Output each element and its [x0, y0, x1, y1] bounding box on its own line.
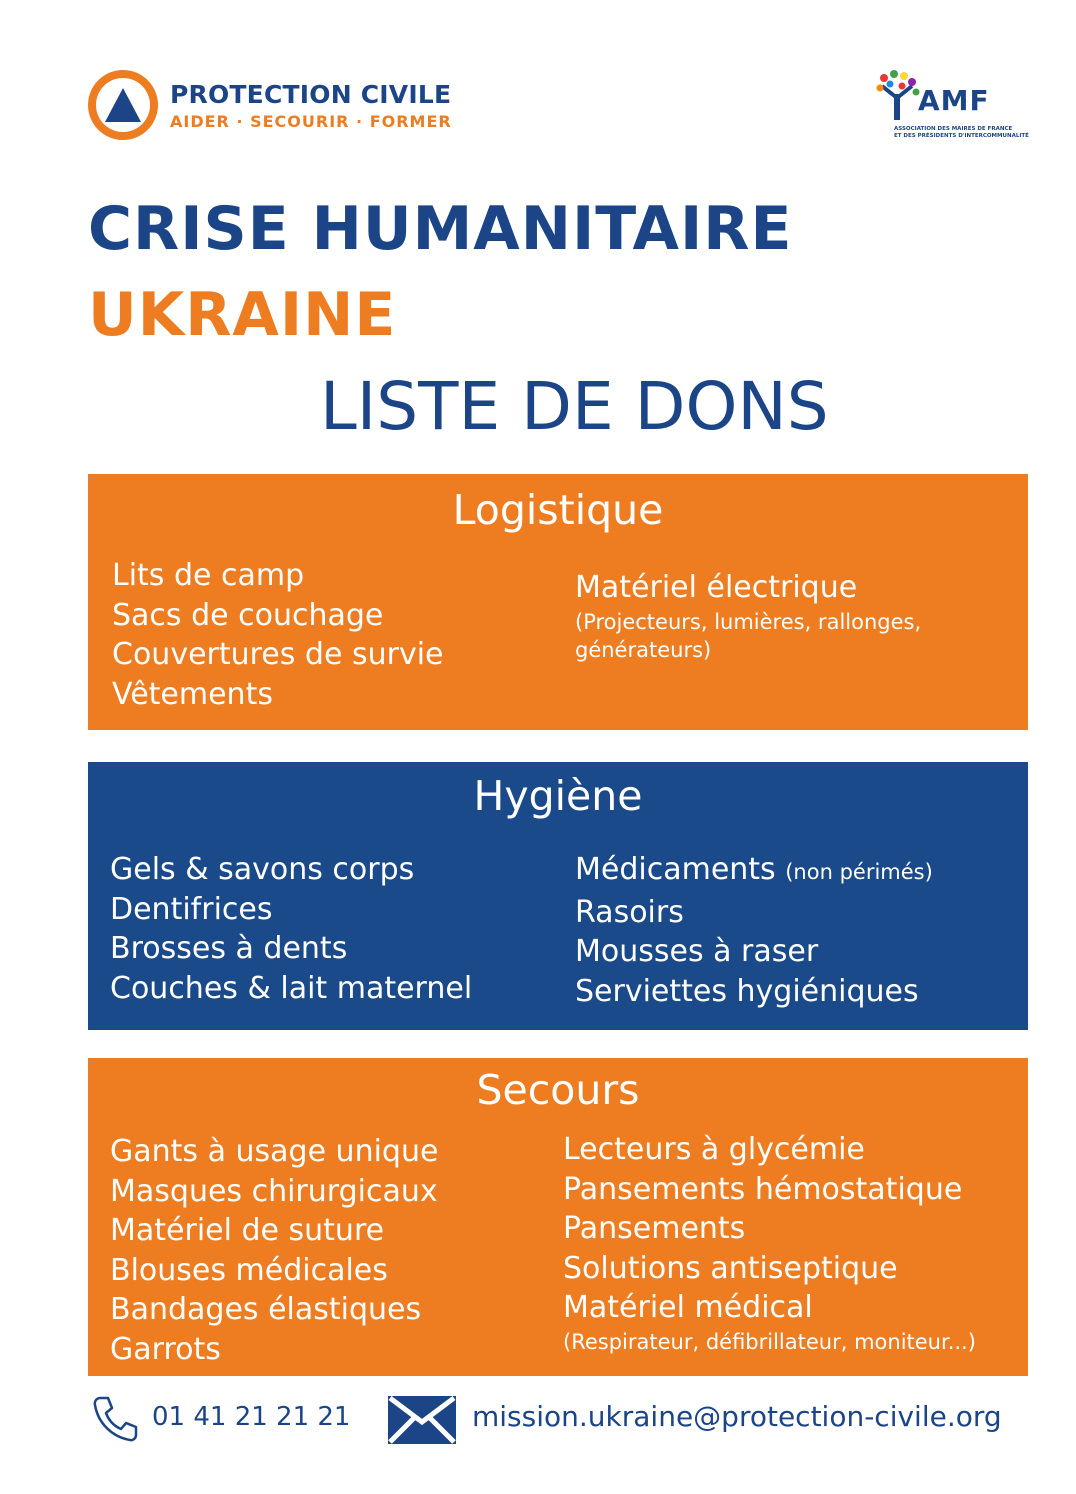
list-item: Rasoirs	[575, 894, 684, 930]
list-item: Solutions antiseptique	[563, 1250, 898, 1286]
list-item: Brosses à dents	[110, 931, 348, 966]
phone-number[interactable]: 01 41 21 21 21	[152, 1402, 351, 1432]
list-item: Pansements hémostatique	[563, 1171, 963, 1207]
protection-civile-tagline: AIDER · SECOURIR · FORMER	[170, 112, 452, 131]
mail-icon	[388, 1396, 456, 1444]
list-item: Couches & lait maternel	[110, 970, 473, 1006]
title-crise-humanitaire: CRISE HUMANITAIRE	[88, 194, 793, 264]
list-item: Lecteurs à glycémie	[563, 1132, 865, 1167]
list-item-note: générateurs)	[575, 637, 712, 662]
list-item: Vêtements	[112, 676, 273, 712]
list-item: Gants à usage unique	[110, 1134, 439, 1169]
list-item: Sacs de couchage	[112, 597, 384, 633]
section-title-secours: Secours	[476, 1066, 640, 1114]
title-ukraine: UKRAINE	[88, 280, 397, 350]
secours-right-list	[563, 1130, 976, 1356]
amf-name: AMF	[918, 84, 990, 117]
section-title-hygiene: Hygiène	[473, 772, 643, 820]
list-item: Dentifrices	[110, 891, 273, 927]
secours-left-list	[110, 1132, 438, 1369]
email-link[interactable]: mission.ukraine@protection-civile.org	[472, 1400, 1002, 1433]
amf-tree-icon	[874, 68, 922, 124]
section-secours	[88, 1058, 1028, 1376]
title-liste-de-dons: LISTE DE DONS	[320, 368, 829, 445]
footer-contact	[88, 1390, 1028, 1450]
logistique-left-list	[112, 556, 444, 714]
list-item: Matériel électrique	[575, 570, 858, 605]
list-item: Garrots	[110, 1331, 221, 1367]
list-item: Matériel médical	[563, 1290, 813, 1325]
amf-subtitle: ASSOCIATION DES MAIRES DE FRANCE ET DES PRÉSIDENTS D'INTERCOMMUNALITÉ	[894, 126, 1029, 139]
amf-logo	[874, 68, 1040, 148]
list-item: Blouses médicales	[110, 1252, 388, 1288]
list-item: Matériel de suture	[110, 1213, 385, 1248]
list-item: Gels & savons corps	[110, 852, 415, 887]
list-item: Couvertures de survie	[112, 637, 444, 672]
protection-civile-emblem-icon	[88, 70, 158, 140]
list-item: Mousses à raser	[575, 934, 819, 969]
list-item-note: (Projecteurs, lumières, rallonges,	[575, 609, 922, 634]
protection-civile-name: PROTECTION CIVILE	[170, 80, 452, 109]
list-item: Bandages élastiques	[110, 1292, 422, 1327]
hygiene-right-list	[575, 850, 933, 1011]
list-item: Médicaments (non périmés)	[575, 852, 933, 887]
list-item-note: (Respirateur, défibrillateur, moniteur...)	[563, 1329, 976, 1354]
list-item: Pansements	[563, 1211, 746, 1246]
section-title-logistique: Logistique	[452, 486, 664, 534]
section-logistique	[88, 474, 1028, 730]
protection-civile-logo	[88, 70, 488, 142]
list-item: Masques chirurgicaux	[110, 1173, 438, 1209]
hygiene-left-list	[110, 850, 472, 1008]
phone-icon	[88, 1392, 142, 1446]
list-item: Lits de camp	[112, 558, 305, 593]
list-item: Serviettes hygiéniques	[575, 973, 919, 1009]
logistique-right-list	[575, 568, 921, 664]
section-hygiene	[88, 762, 1028, 1030]
